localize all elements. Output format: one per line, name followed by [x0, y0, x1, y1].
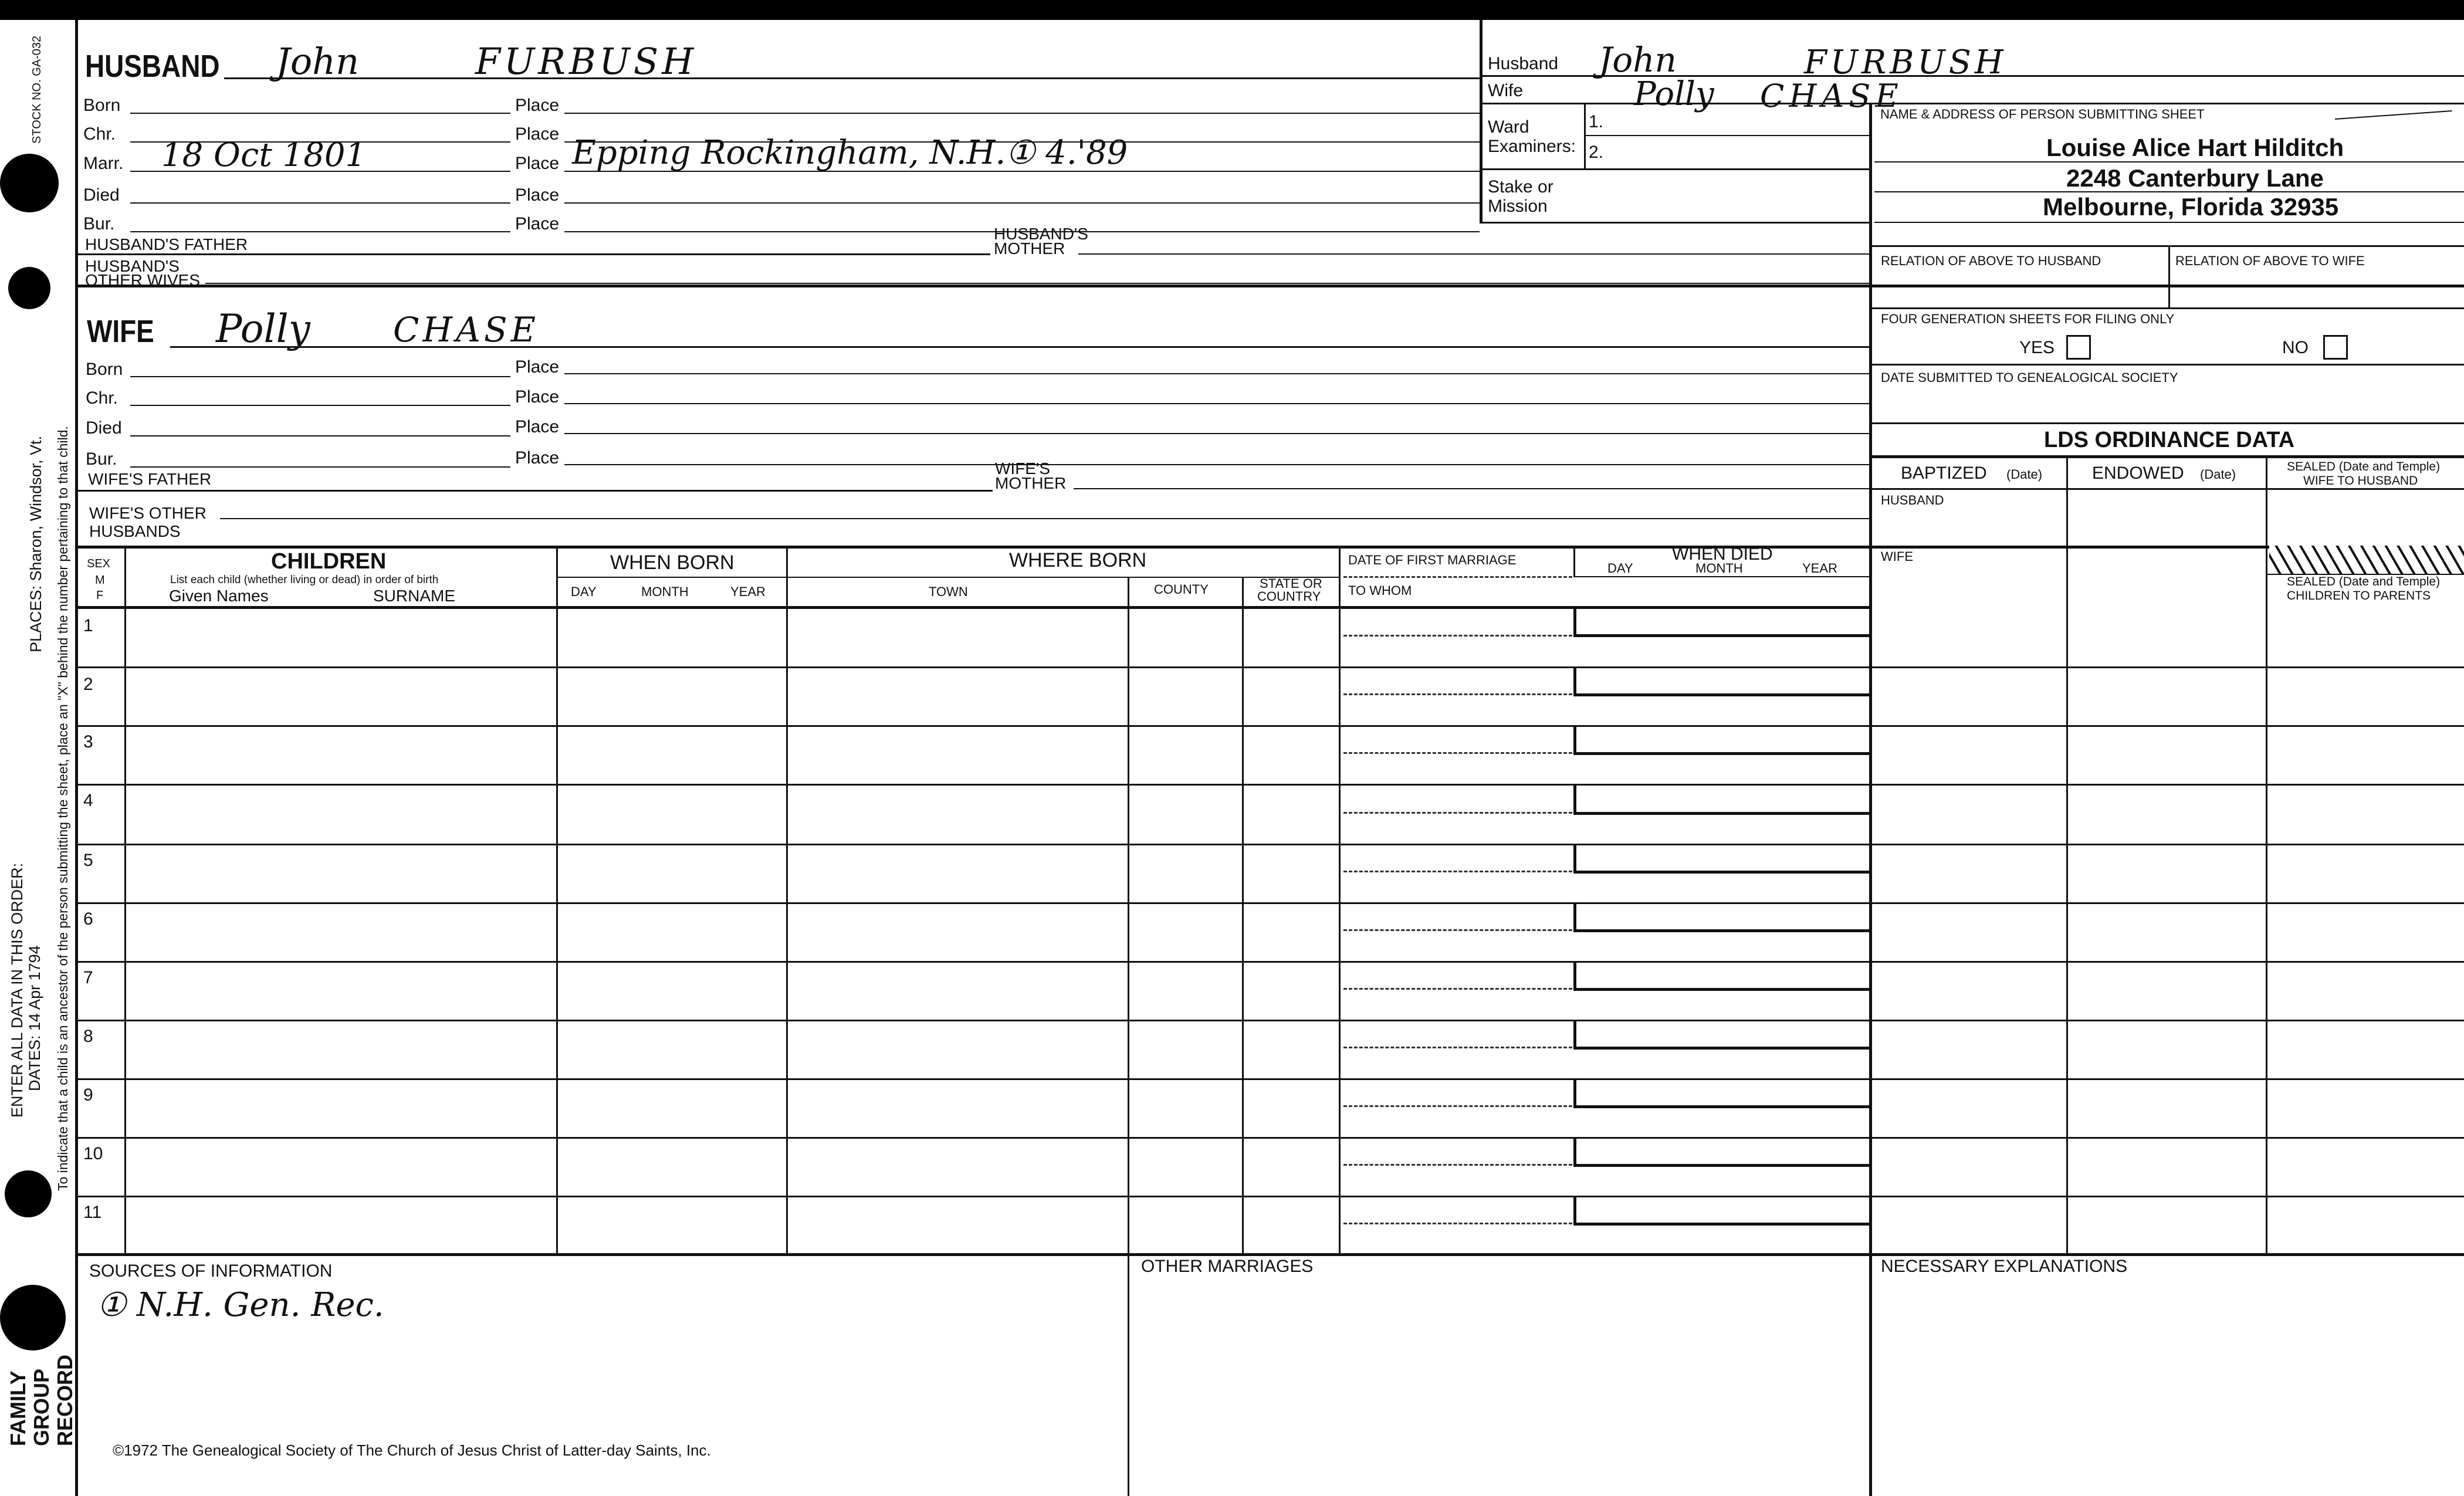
husband-other-wives-label-2: OTHER WIVES — [85, 271, 201, 289]
wife-heading: WIFE — [87, 314, 154, 349]
submitter-city: Melbourne, Florida 32935 — [2043, 193, 2339, 221]
form-label: Ward — [1488, 117, 1529, 137]
form-label: ENDOWED — [2092, 463, 2184, 483]
margin-places: PLACES: Sharon, Windsor, Vt. — [27, 435, 45, 652]
form-label: FOUR GENERATION SHEETS FOR FILING ONLY — [1881, 312, 2175, 326]
top-border — [0, 0, 2464, 20]
section-divider — [75, 285, 2464, 287]
form-label: MONTH — [1695, 561, 1743, 576]
header-husband-given: John — [1599, 40, 1677, 80]
form-label: Wife — [1488, 81, 1523, 100]
form-label: HUSBAND — [1881, 493, 1944, 507]
husband-mother-label-2: MOTHER — [994, 239, 1065, 258]
form-label: Place — [515, 124, 560, 144]
form-label: 2. — [1589, 143, 1604, 162]
form-label: Place — [515, 214, 560, 233]
husband-father-label: HUSBAND'S FATHER — [85, 235, 248, 253]
form-label: 5 — [83, 851, 93, 870]
margin-instruction: To indicate that a child is an ancestor of the person submitting the sheet, place an "X" behind the number pertaining to that child. — [55, 426, 70, 1191]
form-label: Given Names — [169, 587, 269, 605]
margin-enter-all: ENTER ALL DATA IN THIS ORDER: — [8, 862, 26, 1118]
header-husband-surname: FURBUSH — [1804, 43, 2007, 82]
form-label: SURNAME — [373, 587, 456, 605]
form-label: COUNTY — [1154, 582, 1209, 597]
form-label: 9 — [83, 1085, 93, 1105]
submitter-street: 2248 Canterbury Lane — [2066, 164, 2324, 192]
form-label: Bur. — [83, 214, 115, 233]
form-label: Place — [515, 357, 560, 377]
form-label: Died — [86, 418, 122, 438]
wife-other-husbands-label: WIFE'S OTHER — [89, 504, 207, 522]
binder-hole — [8, 267, 50, 309]
binder-hole — [0, 154, 59, 212]
form-label: Marr. — [83, 154, 124, 173]
form-label: TO WHOM — [1348, 583, 1412, 598]
form-label: Place — [515, 185, 560, 205]
hatch-box — [2269, 546, 2464, 574]
form-label: Chr. — [86, 388, 119, 408]
form-label: CHILDREN TO PARENTS — [2287, 589, 2431, 603]
form-label: 11 — [83, 1203, 102, 1222]
record-title-1: FAMILY — [6, 1370, 30, 1446]
form-label: (Date) — [2200, 467, 2236, 482]
form-left-border — [75, 20, 78, 1496]
stock-number: STOCK NO. GA-032 — [31, 35, 43, 144]
form-label: (Date) — [2006, 467, 2043, 482]
form-label: DAY — [571, 584, 597, 599]
wife-other-husbands-label-2: HUSBANDS — [89, 522, 181, 540]
form-label: 3 — [83, 732, 93, 752]
no-checkbox[interactable] — [2323, 335, 2348, 360]
form-label: 1 — [83, 616, 93, 635]
form-label: Examiners: — [1488, 137, 1576, 156]
form-label: Born — [86, 360, 123, 379]
record-title-2: GROUP — [29, 1368, 53, 1446]
binder-hole — [5, 1170, 52, 1217]
margin-dates: DATES: 14 Apr 1794 — [26, 945, 43, 1091]
necessary-explanations-label: NECESSARY EXPLANATIONS — [1881, 1257, 2128, 1276]
form-label: 4 — [83, 791, 93, 810]
husband-marriage-place: Epping Rockingham, N.H.① 4.'89 — [572, 134, 1128, 172]
form-label: 1. — [1589, 112, 1604, 131]
husband-surname: FURBUSH — [475, 40, 698, 83]
form-label: Mission — [1488, 197, 1548, 216]
form-label: DATE SUBMITTED TO GENEALOGICAL SOCIETY — [1881, 370, 2178, 385]
form-label: SEALED (Date and Temple) — [2287, 460, 2441, 473]
form-label: 10 — [83, 1144, 103, 1163]
header-box-left-border — [1480, 20, 1483, 223]
husband-heading: HUSBAND — [85, 49, 220, 84]
form-label: WIFE TO HUSBAND — [2303, 474, 2418, 488]
header-wife-given: Polly — [1634, 75, 1714, 113]
form-label: WHERE BORN — [1009, 549, 1147, 571]
form-label: NAME & ADDRESS OF PERSON SUBMITTING SHEET — [1880, 107, 2205, 121]
form-label: BAPTIZED — [1901, 463, 1987, 483]
form-label: RELATION OF ABOVE TO WIFE — [2175, 253, 2365, 268]
form-label: Place — [515, 387, 560, 407]
form-label: SEALED (Date and Temple) — [2287, 575, 2441, 588]
sources-label: SOURCES OF INFORMATION — [89, 1261, 333, 1281]
form-label: Bur. — [86, 449, 117, 469]
form-label: SEX — [87, 557, 111, 570]
form-label: YES — [2019, 338, 2055, 357]
form-label: Died — [83, 185, 120, 205]
form-label: WHEN BORN — [610, 551, 735, 574]
form-label: COUNTRY — [1257, 589, 1321, 604]
copyright: ©1972 The Genealogical Society of The Church of Jesus Christ of Latter-day Saints, Inc. — [113, 1441, 711, 1459]
form-label: 7 — [83, 968, 93, 987]
form-label: Place — [515, 154, 560, 173]
husband-given-name: John — [276, 40, 360, 83]
form-label: Born — [83, 96, 121, 115]
form-label: MONTH — [641, 584, 689, 599]
form-label: 6 — [83, 909, 93, 929]
form-label: WIFE — [1881, 549, 1913, 564]
form-label: F — [96, 589, 104, 602]
submitter-name: Louise Alice Hart Hilditch — [2046, 134, 2344, 161]
husband-mother-label: HUSBAND'S — [994, 225, 1088, 243]
form-label: Place — [515, 448, 560, 468]
sources-value: ① N.H. Gen. Rec. — [97, 1286, 384, 1324]
wife-given-name: Polly — [216, 306, 310, 351]
wife-surname: CHASE — [393, 310, 539, 350]
form-label: RELATION OF ABOVE TO HUSBAND — [1881, 253, 2101, 268]
form-label: Place — [515, 96, 560, 115]
form-label: Place — [515, 417, 560, 436]
form-label: List each child (whether living or dead) in order of birth — [170, 574, 439, 586]
form-label: NO — [2282, 338, 2309, 357]
form-label: Stake or — [1488, 177, 1553, 197]
form-label: 2 — [83, 675, 93, 694]
form-label: 8 — [83, 1027, 93, 1046]
children-title: CHILDREN — [271, 549, 387, 574]
wife-father-label: WIFE'S FATHER — [88, 470, 212, 488]
form-label: TOWN — [929, 584, 968, 599]
form-label: Chr. — [83, 124, 116, 144]
wife-mother-label-2: MOTHER — [995, 474, 1067, 492]
husband-marriage-date: 18 Oct 1801 — [161, 136, 367, 174]
husband-other-wives-label: HUSBAND'S — [85, 257, 180, 275]
other-marriages-label: OTHER MARRIAGES — [1141, 1257, 1314, 1276]
form-label: M — [95, 574, 105, 587]
header-wife-surname: CHASE — [1760, 77, 1903, 114]
record-title-3: RECORD — [53, 1354, 77, 1446]
form-label: WHEN DIED — [1672, 544, 1773, 564]
binder-hole — [0, 1285, 66, 1351]
wife-mother-label: WIFE'S — [995, 459, 1051, 478]
form-label: DATE OF FIRST MARRIAGE — [1348, 553, 1517, 567]
yes-checkbox[interactable] — [2066, 335, 2091, 360]
form-label: YEAR — [1802, 561, 1837, 576]
lds-title: LDS ORDINANCE DATA — [2044, 428, 2295, 452]
form-label: Husband — [1488, 54, 1559, 73]
form-label: STATE OR — [1260, 576, 1322, 591]
form-label: YEAR — [730, 584, 766, 599]
form-label: DAY — [1607, 561, 1633, 576]
